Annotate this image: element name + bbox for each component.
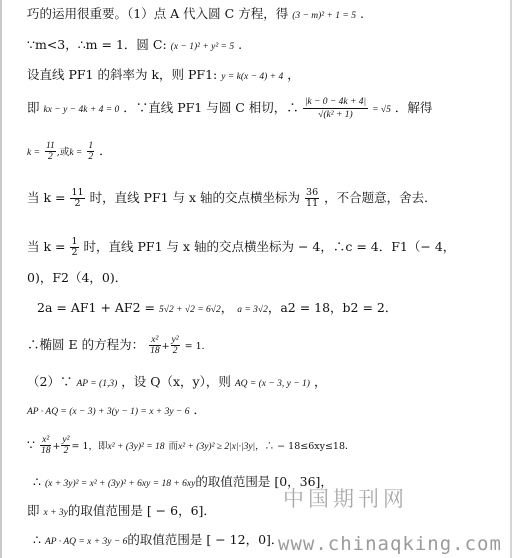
fraction-numerator: y² — [171, 335, 179, 345]
line-13-plus: + — [52, 441, 61, 452]
fraction-numerator: 11 — [46, 141, 55, 151]
line-11 — [27, 374, 504, 392]
fraction-k-value — [70, 188, 84, 209]
line-3 — [27, 67, 504, 85]
line-9-math2: a = 3√2 — [237, 305, 268, 315]
fraction-denominator: 2 — [71, 247, 78, 258]
line-3-tail: ， — [287, 67, 300, 82]
line-3-math: y = k(x − 4) + 4 — [221, 72, 284, 82]
line-1-tail: . — [359, 6, 364, 21]
fraction-denominator: 18 — [40, 446, 51, 456]
line-6-tail: ，不合题意，舍去． — [324, 190, 437, 205]
line-8-text: 0)，F2（4，0)． — [27, 270, 128, 285]
fraction-x2-18 — [149, 335, 161, 356]
line-13-math1: x² + (3y)² = 18 — [107, 442, 165, 452]
fraction-numerator: 1 — [88, 141, 94, 151]
line-12 — [27, 402, 504, 420]
fraction-numerator: |k − 0 − 4k + 4| — [304, 97, 367, 107]
line-4-tail: ．解得 — [394, 100, 433, 115]
fraction-11-2 — [45, 141, 56, 162]
line-15-pre: 即 — [27, 503, 40, 518]
line-11-mid: ，设 Q（x，y），则 — [121, 374, 231, 389]
line-1-text: 巧的运用很重要。（1）点 A 代入圆 C 方程，得 — [27, 6, 289, 21]
line-13-math2: x² + (3y)² ≥ 2|x|·|3y| — [178, 442, 256, 452]
fraction-denominator: 2 — [88, 152, 94, 162]
line-6-pre: 当 k = — [27, 190, 66, 205]
line-13-pre: ∵ — [27, 437, 35, 452]
fraction-denominator: 18 — [150, 346, 160, 356]
line-1-math: (3 − m)² + 1 = 5 — [292, 11, 356, 21]
line-10 — [27, 332, 504, 360]
line-7-pre: 当 k = — [27, 239, 66, 254]
fraction-numerator: 11 — [71, 187, 84, 198]
k-equals-label: k = — [27, 148, 41, 158]
line-15-math: x + 3y — [43, 508, 68, 518]
line-14-pre: ∴ — [33, 474, 41, 489]
line-12-math: AP · AQ = (x − 3) + 3(y − 1) = x + 3y − 6 — [27, 407, 190, 417]
line-8 — [27, 270, 504, 286]
line-11-tail: ， — [313, 374, 327, 389]
line-2 — [27, 37, 504, 55]
line-7 — [27, 234, 504, 260]
line-16-pre: ∴ — [33, 532, 41, 547]
fraction-numerator: 36 — [306, 187, 319, 198]
fraction-denominator: 2 — [172, 346, 178, 356]
line-15-tail: 的取值范围是 [ − 6，6]． — [67, 503, 216, 518]
line-2-math: (x − 1)² + y² = 5 — [170, 42, 235, 52]
fraction-denominator: 11 — [306, 198, 319, 209]
line-13-mid2: 而 — [168, 441, 179, 452]
watermark-url: www.chinaqking.com — [278, 533, 502, 555]
line-9-math: 5√2 + √2 = 6√2 — [158, 305, 221, 315]
fraction-y2-2 — [171, 335, 180, 356]
line-9-mid: ， — [220, 300, 234, 315]
line-10-plus: + — [161, 341, 170, 352]
line-4 — [27, 95, 504, 123]
line-14-math: (x + 3y)² = x² + (3y)² + 6xy = 18 + 6xy — [44, 479, 196, 489]
fraction-numerator: y² — [62, 435, 70, 445]
vector-aq: AQ = (x − 3, y − 1) — [234, 379, 310, 389]
line-10-pre: ∴椭圆 E 的方程为： — [27, 337, 145, 352]
fraction-denominator: √(k² + 1) — [318, 110, 353, 120]
line-15 — [27, 503, 504, 521]
vector-ap: AP = (1,3) — [76, 379, 118, 389]
line-2-tail: . — [238, 37, 243, 52]
fraction-numerator: 1 — [71, 236, 78, 247]
line-5-tail: ． — [99, 143, 112, 158]
line-14-tail: 的取值范围是 [0，36]， — [195, 474, 333, 489]
fraction-k-half — [70, 237, 78, 258]
k-equals-label: k = — [69, 148, 83, 158]
line-14 — [33, 474, 504, 492]
line-3-text: 设直线 PF1 的斜率为 k，则 PF1: — [27, 67, 218, 82]
line-2-text: ∵m<3，∴m = 1．圆 C: — [27, 37, 167, 52]
fraction-x-intercept — [305, 188, 319, 209]
line-10-tail: = 1． — [184, 341, 212, 352]
line-5-sep: ,或 — [56, 147, 70, 158]
line-13-tail: ，∴ − 18≤6xy≤18． — [255, 441, 355, 452]
line-1 — [27, 6, 504, 24]
line-6-mid: 时，直线 PF1 与 x 轴的交点横坐标为 — [89, 190, 301, 205]
fraction-x2-18 — [40, 435, 52, 456]
line-4-eq: = √5 — [372, 105, 391, 115]
line-16-tail: 的取值范围是 [ − 12，0]． — [127, 532, 284, 547]
line-5 — [27, 139, 504, 165]
line-13-mid: ，即 — [88, 441, 108, 452]
line-4-mid: ．∵直线 PF1 与圆 C 相切，∴ — [123, 100, 299, 115]
line-4-math: kx − y − 4k + 4 = 0 — [43, 105, 120, 115]
fraction-numerator: x² — [149, 335, 161, 346]
line-13 — [27, 432, 504, 460]
fraction-y2-2 — [61, 435, 70, 456]
line-9-pre: 2a = AF1 + AF2 = — [37, 300, 155, 315]
line-6 — [27, 185, 504, 211]
line-11-pre: （2）∵ — [27, 374, 73, 389]
tangent-distance-fraction — [303, 96, 368, 121]
watermark-site-name: 中国期刊网 — [283, 487, 408, 511]
fraction-numerator: x² — [40, 435, 52, 446]
line-9-tail: ，a2 = 18，b2 = 2． — [267, 300, 398, 315]
line-13-eq: = 1 — [71, 441, 89, 452]
fraction-denominator: 2 — [48, 152, 53, 162]
line-9 — [37, 300, 504, 318]
fraction-denominator: 2 — [74, 198, 81, 209]
fraction-1-2 — [87, 141, 94, 162]
page-edge-left — [0, 0, 2, 558]
line-12-tail: ． — [193, 402, 206, 417]
line-7-mid: 时，直线 PF1 与 x 轴的交点横坐标为 − 4，∴c = 4．F1（− 4， — [83, 239, 456, 254]
line-16-math: AP · AQ = x + 3y − 6 — [44, 537, 128, 547]
line-4-pre: 即 — [27, 100, 40, 115]
fraction-denominator: 2 — [63, 446, 69, 456]
